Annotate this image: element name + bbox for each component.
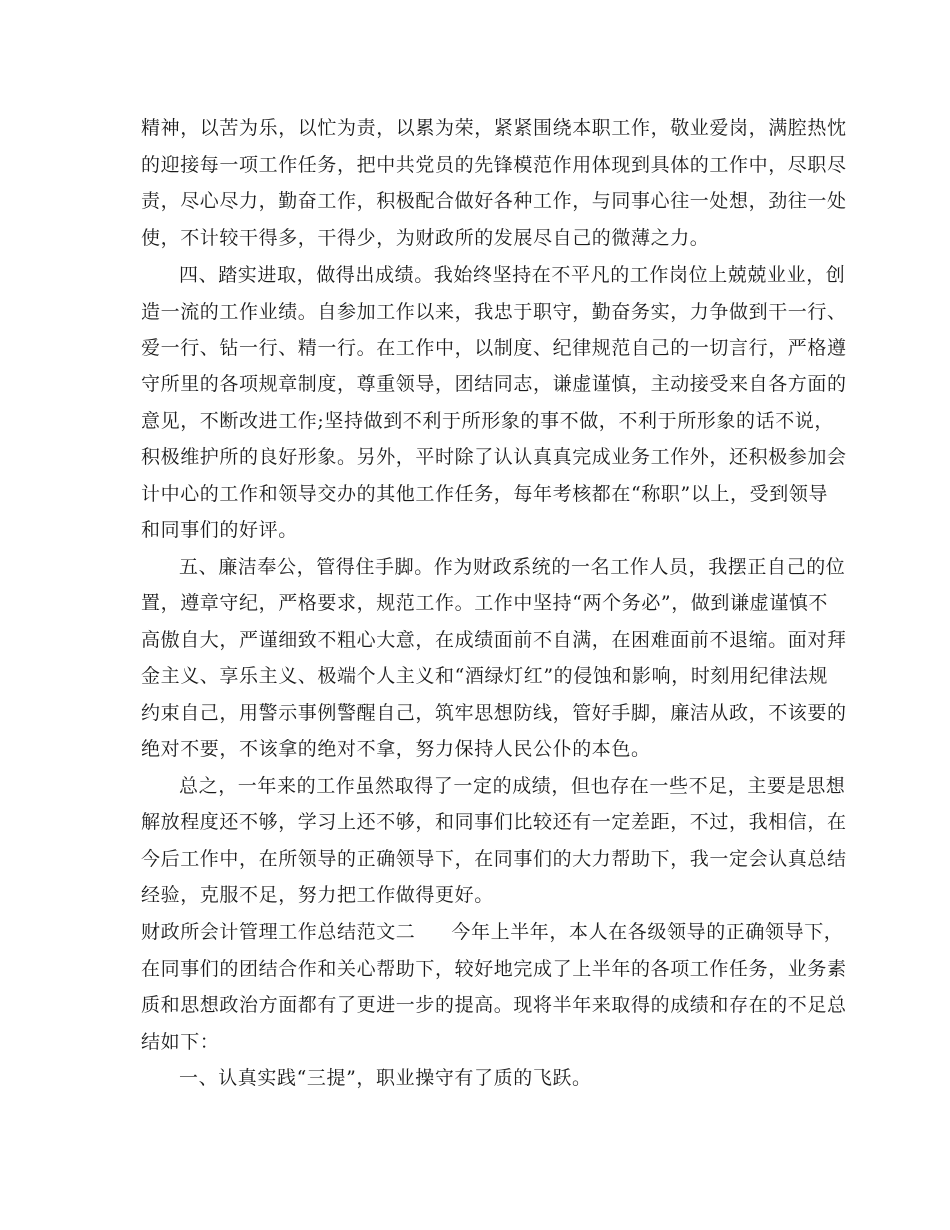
body-line: 责，尽心尽力，勤奋工作，积极配合做好各种工作，与同事心往一处想，劲往一处: [141, 190, 847, 212]
body-line: 质和思想政治方面都有了更进一步的提高。现将半年来取得的成绩和存在的不足总: [141, 994, 847, 1016]
body-line: 和同事们的好评。: [141, 519, 298, 541]
section-title-line: [141, 920, 843, 944]
body-line: 爱一行、钻一行、精一行。在工作中，以制度、纪律规范自己的一切言行，严格遵: [141, 337, 847, 359]
body-line: 积极维护所的良好形象。另外，平时除了认认真真完成业务工作外，还积极参加会: [141, 446, 847, 468]
body-line: 的迎接每一项工作任务，把中共党员的先锋模范作用体现到具体的工作中，尽职尽: [141, 154, 847, 176]
body-line: 造一流的工作业绩。自参加工作以来，我忠于职守，勤奋务实，力争做到干一行、: [141, 301, 847, 323]
section-intro: 今年上半年，本人在各级领导的正确领导下，: [451, 921, 844, 943]
body-line: 解放程度还不够，学习上还不够，和同事们比较还有一定差距，不过，我相信，在: [141, 811, 847, 833]
body-line: 置，遵章守纪，严格要求，规范工作。工作中坚持“两个务必”，做到谦虚谨慎不: [141, 592, 829, 614]
section-five-start: 五、廉洁奉公，管得住手脚。作为财政系统的一名工作人员，我摆正自己的位: [179, 556, 846, 578]
body-line: 精神，以苦为乐，以忙为责，以累为荣，紧紧围绕本职工作，敬业爱岗，满腔热忱: [141, 117, 847, 139]
body-line: 守所里的各项规章制度，尊重领导，团结同志，谦虚谨慎，主动接受来自各方面的: [141, 373, 847, 395]
body-line: 经验，克服不足，努力把工作做得更好。: [141, 884, 494, 906]
body-line: 在同事们的团结合作和关心帮助下，较好地完成了上半年的各项工作任务，业务素: [141, 958, 847, 980]
body-line: 约束自己，用警示事例警醒自己，筑牢思想防线，管好手脚，廉洁从政，不该要的: [141, 702, 847, 724]
body-line: 使，不计较干得多，干得少，为财政所的发展尽自己的微薄之力。: [141, 227, 710, 249]
body-line: 金主义、享乐主义、极端个人主义和“酒绿灯红”的侵蚀和影响，时刻用纪律法规: [141, 665, 829, 687]
item-one-heading: 一、认真实践“三提”，职业操守有了质的飞跃。: [179, 1067, 592, 1089]
summary-start: 总之，一年来的工作虽然取得了一定的成绩，但也存在一些不足，主要是思想: [179, 775, 846, 797]
section-four-start: 四、踏实进取，做得出成绩。我始终坚持在不平凡的工作岗位上兢兢业业，创: [179, 264, 846, 286]
section-title: 财政所会计管理工作总结范文二: [141, 921, 416, 943]
body-line: 绝对不要，不该拿的绝对不拿，努力保持人民公仆的本色。: [141, 738, 651, 760]
body-line: 今后工作中，在所领导的正确领导下，在同事们的大力帮助下，我一定会认真总结: [141, 848, 847, 870]
body-line: 高傲自大，严谨细致不粗心大意，在成绩面前不自满，在困难面前不退缩。面对拜: [141, 629, 847, 651]
body-line: 计中心的工作和领导交办的其他工作任务，每年考核都在“称职”以上，受到领导: [141, 483, 829, 505]
body-line: 结如下：: [141, 1031, 220, 1053]
body-line: 意见，不断改进工作;坚持做到不利于所形象的事不做，不利于所形象的话不说，: [141, 410, 835, 432]
